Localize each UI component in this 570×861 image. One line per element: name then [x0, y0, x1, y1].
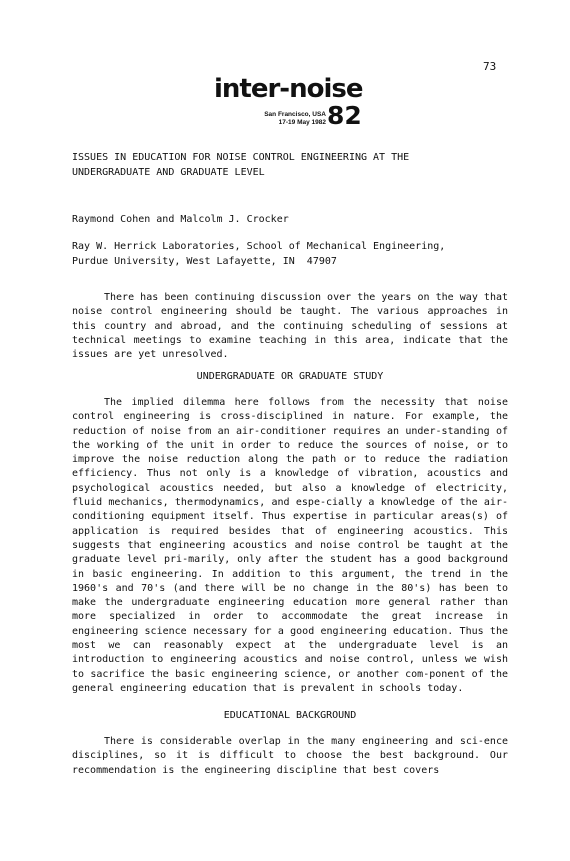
intro-paragraph-text: There has been continuing discussion over the years on the way that noise control engineering should be taught. The various approaches in this country and abroad, and the continuing scheduling of sessions at technical meetings to examine teaching in this area, indicate that the issues are yet unresolved.: [72, 292, 508, 361]
logo-dates: 17-19 May 1982: [278, 119, 326, 126]
section2-paragraph: [72, 735, 508, 778]
section1-paragraph-text: The implied dilemma here follows from the necessity that noise control engineering is cross-disciplined in nature. For example, the reduction of noise from an air-conditioner requires an under-standing of the working of the unit in order to reduce the sources of noise, or to improve the noise reduction along the path or to reduce the radiation efficiency. Thus not only is a knowledge of vibration, acoustics and psychological acoustics needed, but also a knowledge of electricity, fluid mechanics, thermodynamics, and espe-cially a knowledge of the air-conditioning equipment itself. Thus expertise in particular areas(s) of application is required besides that of engineering acoustics. This suggests that engineering acoustics and noise control be taught at the graduate level pri-marily, only after the student has a good background in basic engineering. In addition to this argument, the trend in the 1960's and 70's (and there will be no change in the 80's) has been to make the undergraduate engineering education more general rather than more specialized in order to accommodate the great increase in engineering science necessary for a good engineering education. Thus the most we can reasonably expect at the undergraduate level is an introduction to engineering acoustics and noise control, unless we wish to sacrifice the basic engineering science, or another com-ponent of the general engineering education that is prevalent in schools today.: [72, 397, 508, 694]
paper-affiliation: Ray W. Herrick Laboratories, School of Mechanical Engineering, Purdue University, West Lafayette, IN 47907: [72, 241, 446, 267]
intro-paragraph: [72, 291, 508, 362]
logo-wordmark: inter-noise: [214, 74, 363, 104]
page-number: 73: [483, 60, 497, 73]
section-heading-undergraduate-graduate: UNDERGRADUATE OR GRADUATE STUDY: [196, 371, 384, 382]
section2-paragraph-text: There is considerable overlap in the many engineering and sci-ence disciplines, so it is difficult to choose the best background. Our recommendation is the engineering discipline that best covers: [72, 736, 508, 776]
logo-location: San Francisco, USA: [264, 111, 326, 118]
paper-authors: Raymond Cohen and Malcolm J. Crocker: [72, 214, 289, 225]
logo-year: 82: [327, 101, 362, 130]
paper-title: ISSUES IN EDUCATION FOR NOISE CONTROL ENGINEERING AT THE UNDERGRADUATE AND GRADUATE LEVEL: [72, 152, 410, 178]
section-heading-educational-background: EDUCATIONAL BACKGROUND: [223, 710, 357, 721]
section1-paragraph: [72, 396, 508, 696]
conference-logo: [214, 74, 374, 134]
